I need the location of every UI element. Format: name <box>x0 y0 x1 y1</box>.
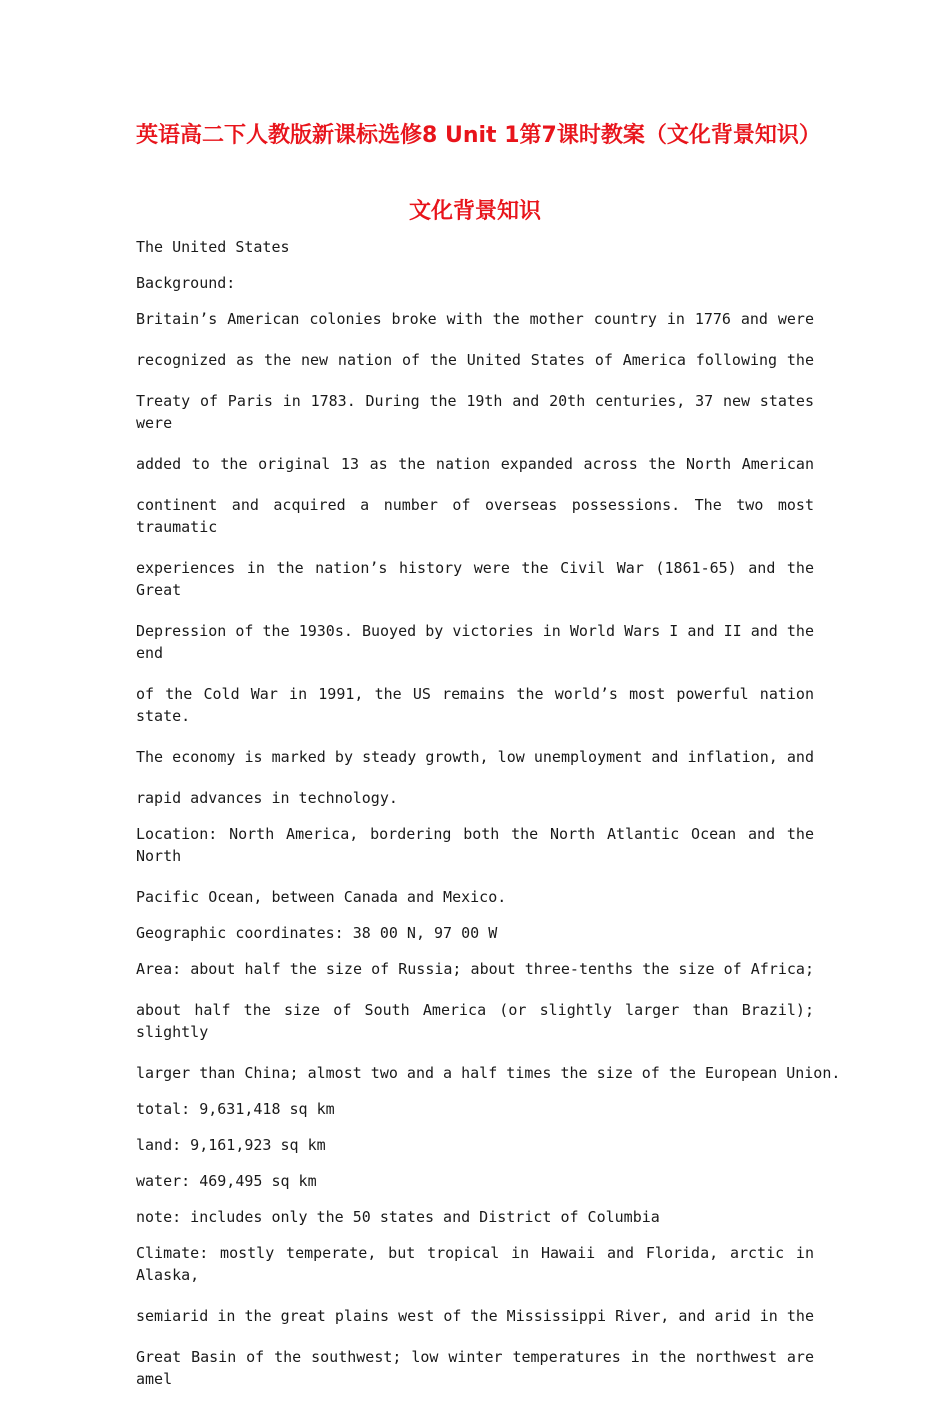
document-title: 英语高二下人教版新课标选修8 Unit 1第7课时教案（文化背景知识） <box>136 123 821 148</box>
coordinates-line: Geographic coordinates: 38 00 N, 97 00 W <box>136 924 498 942</box>
paragraph-line: The economy is marked by steady growth, low unemployment and inflation, and <box>136 748 814 766</box>
paragraph-line: about half the size of South America (or slightly larger than Brazil); slightly <box>136 1001 814 1041</box>
paragraph-line: larger than China; almost two and a half times the size of the European Union. <box>136 1064 841 1082</box>
paragraph-line: Depression of the 1930s. Buoyed by victories in World Wars I and II and the end <box>136 622 814 662</box>
paragraph-line: rapid advances in technology. <box>136 789 398 807</box>
area-land-line: land: 9,161,923 sq km <box>136 1136 326 1154</box>
area-note-line: note: includes only the 50 states and District of Columbia <box>136 1208 660 1226</box>
area-water-line: water: 469,495 sq km <box>136 1172 317 1190</box>
paragraph-line: Climate: mostly temperate, but tropical in Hawaii and Florida, arctic in Alaska, <box>136 1244 814 1284</box>
paragraph-line: recognized as the new nation of the United States of America following the <box>136 351 814 369</box>
paragraph-line: Pacific Ocean, between Canada and Mexico. <box>136 888 507 906</box>
climate-paragraph <box>136 1242 814 1390</box>
background-paragraph <box>136 308 814 809</box>
background-label: Background: <box>136 274 236 292</box>
paragraph-line: continent and acquired a number of overseas possessions. The two most traumatic <box>136 496 814 536</box>
area-total-line: total: 9,631,418 sq km <box>136 1100 335 1118</box>
document-subtitle: 文化背景知识 <box>408 199 541 224</box>
paragraph-line: semiarid in the great plains west of the Mississippi River, and arid in the <box>136 1307 814 1325</box>
section-heading: The United States <box>136 238 290 256</box>
area-paragraph <box>136 958 841 1084</box>
paragraph-line: Britain’s American colonies broke with the mother country in 1776 and were <box>136 310 814 328</box>
paragraph-line: Location: North America, bordering both the North Atlantic Ocean and the North <box>136 825 814 865</box>
paragraph-line: added to the original 13 as the nation expanded across the North American <box>136 455 814 473</box>
paragraph-line: Treaty of Paris in 1783. During the 19th and 20th centuries, 37 new states were <box>136 392 814 432</box>
document-body <box>136 236 841 1409</box>
paragraph-line: Area: about half the size of Russia; about three-tenths the size of Africa; <box>136 960 814 978</box>
paragraph-line: experiences in the nation’s history were the Civil War (1861-65) and the Great <box>136 559 814 599</box>
paragraph-line: of the Cold War in 1991, the US remains the world’s most powerful nation state. <box>136 685 814 725</box>
location-paragraph <box>136 823 814 908</box>
paragraph-line: Great Basin of the southwest; low winter temperatures in the northwest are amel <box>136 1348 814 1388</box>
